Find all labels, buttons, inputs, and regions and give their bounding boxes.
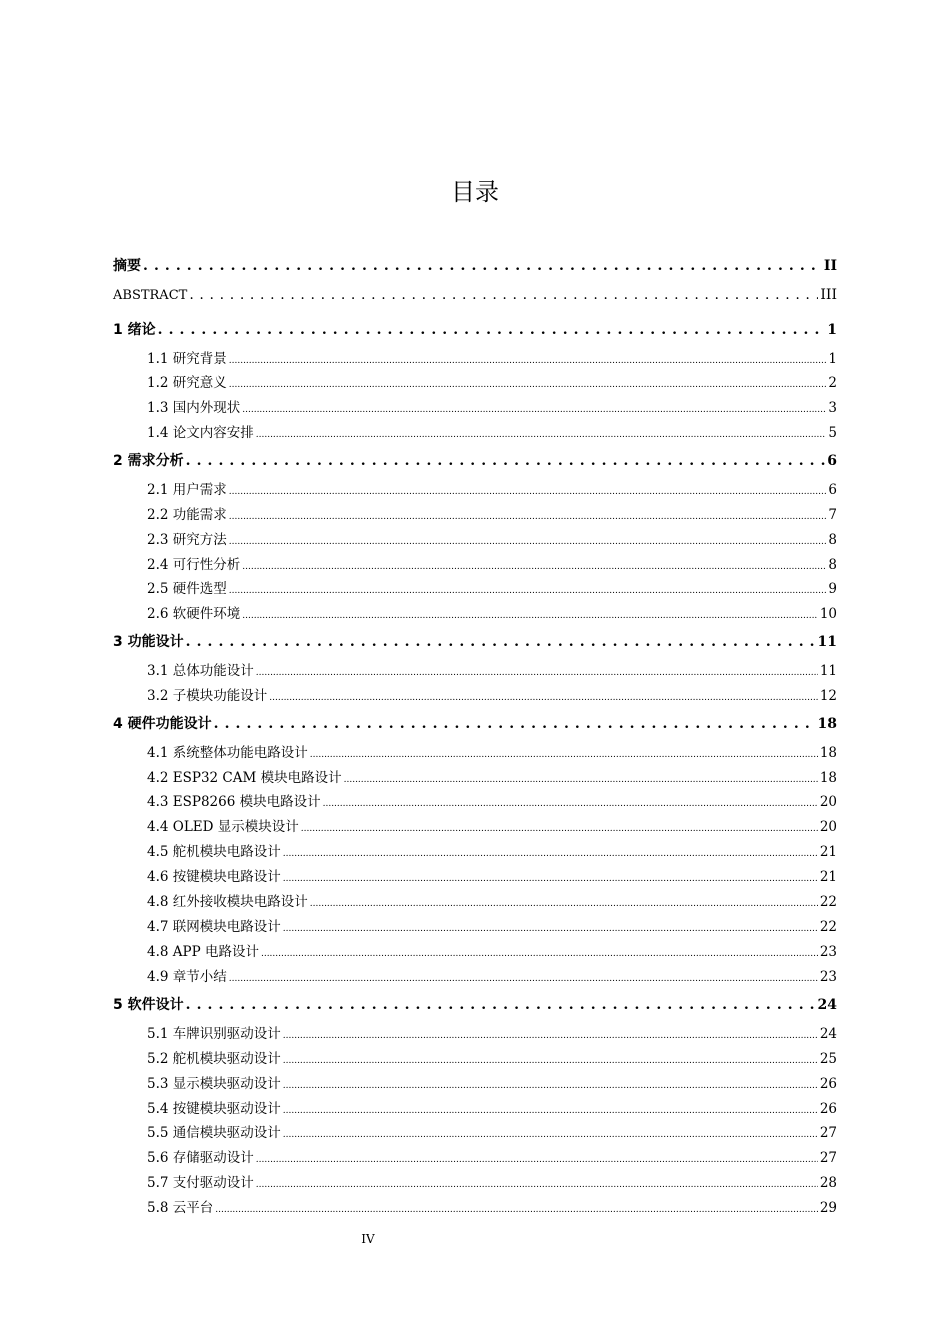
toc-section-entry[interactable] <box>147 1047 837 1067</box>
toc-leader-dots <box>158 322 826 338</box>
toc-leader-dots <box>283 869 818 885</box>
toc-leader-dots <box>323 794 818 810</box>
toc-entry-label: 2.5 硬件选型 <box>147 581 227 597</box>
toc-leader-dots <box>256 663 818 679</box>
toc-entry-label: 5.5 通信模块驱动设计 <box>147 1125 281 1141</box>
toc-leader-dots <box>229 581 827 597</box>
toc-leader-dots <box>242 557 826 573</box>
toc-entry-page: 11 <box>817 634 837 650</box>
toc-leader-dots <box>301 819 818 835</box>
toc-entry-label: 5.8 云平台 <box>147 1200 214 1216</box>
toc-leader-dots <box>215 1200 818 1216</box>
toc-entry-page: 20 <box>819 794 837 810</box>
toc-section-entry[interactable] <box>147 815 837 835</box>
toc-chapter-entry[interactable] <box>113 450 837 470</box>
toc-leader-dots <box>189 287 818 303</box>
toc-entry-page: II <box>823 258 837 274</box>
toc-leader-dots <box>229 969 818 985</box>
toc-leader-dots <box>214 716 816 732</box>
toc-section-entry[interactable] <box>147 940 837 960</box>
toc-entry-label: 5.2 舵机模块驱动设计 <box>147 1051 281 1067</box>
toc-section-entry[interactable] <box>147 915 837 935</box>
toc-leader-dots <box>256 1150 818 1166</box>
toc-entry-label: 4.4 OLED 显示模块设计 <box>147 819 299 835</box>
toc-entry-page: 28 <box>819 1175 837 1191</box>
toc-entry-page: 8 <box>828 557 837 573</box>
toc-section-entry[interactable] <box>147 1196 837 1216</box>
toc-entry-label: 5 软件设计 <box>113 997 184 1013</box>
toc-entry-page: 2 <box>828 375 837 391</box>
toc-entry-page: 9 <box>828 581 837 597</box>
toc-entry-page: 12 <box>819 688 837 704</box>
toc-entry-page: 26 <box>819 1101 837 1117</box>
toc-entry-page: 10 <box>819 606 837 622</box>
toc-section-entry[interactable] <box>147 1022 837 1042</box>
toc-entry-page: 18 <box>817 716 837 732</box>
toc-entry-label: 3.1 总体功能设计 <box>147 663 254 679</box>
toc-entry-label: 4.8 红外接收模块电路设计 <box>147 894 308 910</box>
toc-entry-label: 4.8 APP 电路设计 <box>147 944 259 960</box>
toc-section-entry[interactable] <box>147 503 837 523</box>
toc-entry-label: 1.4 论文内容安排 <box>147 425 254 441</box>
toc-leader-dots <box>256 425 827 441</box>
toc-chapter-entry[interactable] <box>113 287 837 303</box>
toc-entry-page: 27 <box>819 1150 837 1166</box>
toc-entry-label: 4.9 章节小结 <box>147 969 227 985</box>
toc-entry-label: 1.2 研究意义 <box>147 375 227 391</box>
toc-entry-page: 26 <box>819 1076 837 1092</box>
toc-chapter-entry[interactable] <box>113 255 837 275</box>
toc-leader-dots <box>229 507 827 523</box>
toc-section-entry[interactable] <box>147 347 837 367</box>
toc-entry-page: 11 <box>819 663 837 679</box>
page-number: IV <box>361 1232 375 1246</box>
toc-entry-page: 24 <box>819 1026 837 1042</box>
toc-section-entry[interactable] <box>147 553 837 573</box>
toc-entry-label: 5.6 存储驱动设计 <box>147 1150 254 1166</box>
toc-entry-label: ABSTRACT <box>113 288 188 303</box>
toc-section-entry[interactable] <box>147 1072 837 1092</box>
toc-chapter-entry[interactable] <box>113 994 837 1014</box>
toc-entry-label: 5.7 支付驱动设计 <box>147 1175 254 1191</box>
toc-leader-dots <box>310 894 818 910</box>
toc-section-entry[interactable] <box>147 1146 837 1166</box>
toc-leader-dots <box>283 1026 818 1042</box>
toc-entry-page: 3 <box>828 400 837 416</box>
toc-leader-dots <box>283 1101 818 1117</box>
toc-entry-label: 2.4 可行性分析 <box>147 557 241 573</box>
toc-section-entry[interactable] <box>147 1121 837 1141</box>
toc-section-entry[interactable] <box>147 478 837 498</box>
toc-entry-page: 27 <box>819 1125 837 1141</box>
toc-entry-page: 1 <box>827 322 837 338</box>
toc-entry-page: 8 <box>828 532 837 548</box>
toc-entry-label: 5.3 显示模块驱动设计 <box>147 1076 281 1092</box>
toc-entry-page: 21 <box>819 844 837 860</box>
toc-leader-dots <box>186 997 816 1013</box>
toc-entry-label: 2.1 用户需求 <box>147 482 227 498</box>
toc-entry-label: 2 需求分析 <box>113 453 184 469</box>
toc-leader-dots <box>242 400 826 416</box>
toc-entry-label: 4 硬件功能设计 <box>113 716 212 732</box>
toc-leader-dots <box>186 634 816 650</box>
toc-section-entry[interactable] <box>147 528 837 548</box>
toc-leader-dots <box>186 453 826 469</box>
toc-entry-label: 4.3 ESP8266 模块电路设计 <box>147 794 321 810</box>
toc-entry-page: 5 <box>828 425 837 441</box>
toc-leader-dots <box>283 1076 818 1092</box>
toc-section-entry[interactable] <box>147 421 837 441</box>
toc-leader-dots <box>310 745 818 761</box>
toc-section-entry[interactable] <box>147 790 837 810</box>
toc-entry-page: 1 <box>828 351 837 367</box>
toc-leader-dots <box>261 944 818 960</box>
toc-entry-page: 7 <box>828 507 837 523</box>
toc-entry-page: 22 <box>819 919 837 935</box>
toc-section-entry[interactable] <box>147 577 837 597</box>
toc-entry-label: 4.2 ESP32 CAM 模块电路设计 <box>147 770 342 786</box>
toc-section-entry[interactable] <box>147 840 837 860</box>
toc-leader-dots <box>143 258 822 274</box>
toc-entry-page: 24 <box>817 997 837 1013</box>
toc-leader-dots <box>256 1175 818 1191</box>
toc-entry-page: 25 <box>819 1051 837 1067</box>
toc-entry-page: 6 <box>828 482 837 498</box>
toc-entry-page: 18 <box>819 770 837 786</box>
toc-entry-page: 23 <box>819 969 837 985</box>
toc-section-entry[interactable] <box>147 865 837 885</box>
toc-entry-label: 1 绪论 <box>113 322 156 338</box>
toc-leader-dots <box>283 844 818 860</box>
toc-section-entry[interactable] <box>147 659 837 679</box>
toc-chapter-entry[interactable] <box>113 319 837 339</box>
toc-title: 目录 <box>451 178 499 206</box>
toc-entry-label: 5.1 车牌识别驱动设计 <box>147 1026 281 1042</box>
toc-entry-page: 22 <box>819 894 837 910</box>
toc-leader-dots <box>283 919 818 935</box>
toc-entry-page: 21 <box>819 869 837 885</box>
toc-section-entry[interactable] <box>147 1171 837 1191</box>
toc-entry-page: 6 <box>827 453 837 469</box>
toc-entry-label: 3.2 子模块功能设计 <box>147 688 268 704</box>
toc-section-entry[interactable] <box>147 890 837 910</box>
toc-entry-label: 2.6 软硬件环境 <box>147 606 241 622</box>
toc-entry-label: 4.1 系统整体功能电路设计 <box>147 745 308 761</box>
toc-leader-dots <box>283 1051 818 1067</box>
toc-chapter-entry[interactable] <box>113 631 837 651</box>
toc-entry-label: 2.3 研究方法 <box>147 532 227 548</box>
toc-leader-dots <box>229 482 827 498</box>
toc-entry-page: 20 <box>819 819 837 835</box>
toc-entry-label: 3 功能设计 <box>113 634 184 650</box>
toc-section-entry[interactable] <box>147 396 837 416</box>
toc-section-entry[interactable] <box>147 965 837 985</box>
toc-leader-dots <box>283 1125 818 1141</box>
toc-leader-dots <box>242 606 818 622</box>
toc-entry-label: 4.7 联网模块电路设计 <box>147 919 281 935</box>
toc-leader-dots <box>344 770 818 786</box>
toc-section-entry[interactable] <box>147 602 837 622</box>
toc-entry-label: 1.3 国内外现状 <box>147 400 241 416</box>
toc-entry-page: III <box>820 287 837 303</box>
toc-leader-dots <box>229 375 827 391</box>
toc-entry-label: 2.2 功能需求 <box>147 507 227 523</box>
toc-section-entry[interactable] <box>147 1097 837 1117</box>
toc-leader-dots <box>229 532 827 548</box>
toc-entry-label: 4.5 舵机模块电路设计 <box>147 844 281 860</box>
toc-entry-label: 5.4 按键模块驱动设计 <box>147 1101 281 1117</box>
toc-chapter-entry[interactable] <box>113 713 837 733</box>
toc-section-entry[interactable] <box>147 766 837 786</box>
toc-entry-label: 摘要 <box>113 258 141 274</box>
toc-entry-page: 18 <box>819 745 837 761</box>
toc-entry-label: 4.6 按键模块电路设计 <box>147 869 281 885</box>
toc-entry-label: 1.1 研究背景 <box>147 351 227 367</box>
toc-section-entry[interactable] <box>147 684 837 704</box>
toc-entry-page: 29 <box>819 1200 837 1216</box>
toc-leader-dots <box>229 351 827 367</box>
toc-entry-page: 23 <box>819 944 837 960</box>
toc-leader-dots <box>269 688 818 704</box>
toc-section-entry[interactable] <box>147 371 837 391</box>
toc-section-entry[interactable] <box>147 741 837 761</box>
